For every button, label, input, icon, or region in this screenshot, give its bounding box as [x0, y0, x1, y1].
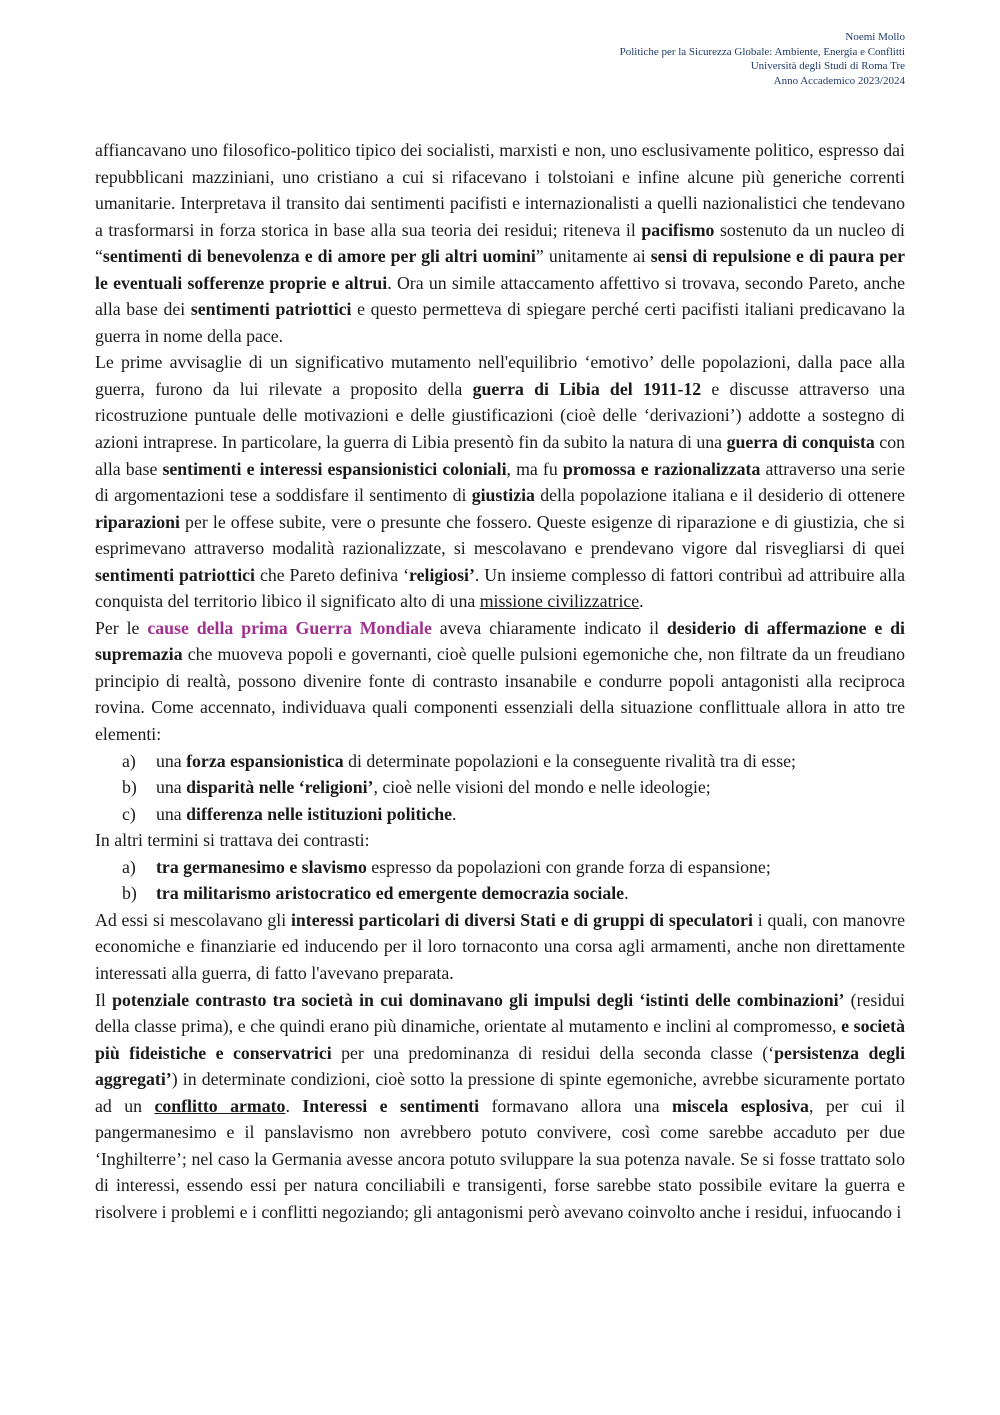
- text-span: i quali, con manovre economiche e finanziarie ed inducendo per il loro tornaconto una corsa agli armamenti, anche non direttamente interessati alla guerra, di fatto l'avevano preparata.: [95, 909, 905, 983]
- text-span: , cioè nelle visioni del mondo e nelle ideologie;: [373, 777, 711, 798]
- underlined-term: missione civilizzatrice: [479, 591, 640, 612]
- bold-term: guerra di Libia del 1911-12: [472, 378, 702, 399]
- text-span: Ad essi si mescolavano gli: [95, 909, 291, 930]
- bold-term: giustizia: [471, 485, 535, 506]
- bold-term: sensi di repulsione e di paura per le eventuali sofferenze proprie e altrui: [95, 246, 906, 293]
- text-span: per una predominanza di residui della seconda classe (‘: [331, 1042, 775, 1063]
- header-academic-year: Anno Accademico 2023/2024: [773, 74, 905, 87]
- bold-term: tra militarismo aristocratico ed emergente democrazia sociale: [156, 883, 625, 904]
- bold-term: promossa e razionalizzata: [562, 458, 761, 479]
- contrasts-list: [95, 854, 905, 907]
- text-span: formavano allora una: [479, 1095, 673, 1116]
- list-item: [95, 854, 905, 881]
- list-marker: c): [122, 803, 136, 824]
- text-span: .: [639, 591, 644, 612]
- bold-term: disparità nelle ‘religioni’: [186, 777, 374, 798]
- list-item: [95, 801, 905, 828]
- text-span: che Pareto definiva ‘: [255, 564, 410, 585]
- bold-term: riparazioni: [95, 511, 180, 532]
- text-span: e discusse attraverso una ricostruzione puntuale delle motivazioni e delle giustificazioni (cioè delle ‘derivazioni’) addotte a sostegno di azioni intraprese. In particolare, la guerra di Libia presentò fin da subito la natura di una: [95, 378, 906, 453]
- bold-term: desiderio di affermazione e di supremazia: [95, 617, 905, 665]
- list-marker: b): [122, 883, 137, 904]
- bold-term: differenza nelle istituzioni politiche: [186, 803, 452, 824]
- bold-term: persistenza degli aggregati’: [95, 1042, 906, 1090]
- paragraph-libya-war: [95, 349, 905, 614]
- text-span: e questo permetteva di spiegare perché certi pacifisti italiani predicavano la guerra in nome della pace.: [95, 299, 905, 346]
- bold-term: tra germanesimo e slavismo: [156, 856, 367, 877]
- elements-list: [95, 748, 905, 828]
- text-span: una: [156, 803, 187, 824]
- bold-term: miscela esplosiva: [672, 1095, 809, 1116]
- text-span: .: [285, 1095, 303, 1116]
- text-span: Il: [95, 989, 113, 1010]
- bold-term: interessi particolari di diversi Stati e di gruppi di speculatori: [290, 909, 753, 930]
- text-span: .: [452, 803, 457, 824]
- text-span: che muoveva popoli e governanti, cioè quelle pulsioni egemoniche che, non filtrate da un freudiano principio di realtà, possono divenire fonte di contrasto insanabile e condurre popoli antagonisti alla reciproca rovina. Come accennato, individuava quali componenti essenziali della situazione conflittuale allora in atto tre elementi:: [95, 644, 905, 745]
- list-marker: a): [122, 750, 136, 771]
- bold-term: forza espansionistica: [186, 750, 344, 771]
- paragraph-ww1-causes: [95, 615, 905, 748]
- list-item: [95, 774, 905, 801]
- text-span: della popolazione italiana e il desiderio di ottenere: [534, 485, 905, 506]
- highlighted-term: cause della prima Guerra Mondiale: [147, 617, 432, 638]
- text-span: ) in determinate condizioni, cioè sotto la pressione di spinte egemoniche, avrebbe sicuramente portato ad un: [95, 1069, 905, 1116]
- bold-term: religiosi’: [409, 564, 475, 585]
- text-span: . Un insieme complesso di fattori contribuì ad attribuire alla conquista del territorio libico il significato alto di una: [95, 564, 905, 612]
- bold-term: Interessi e sentimenti: [302, 1095, 480, 1116]
- text-span: affiancavano uno filosofico-politico tipico dei socialisti, marxisti e non, uno esclusivamente politico, espresso dai repubblicani mazziniani, uno cristiano a cui si rifacevano i tolstoiani e infine alcune più generiche correnti umanitarie. Interpretava il transito dai sentimenti pacifisti e internazionalisti a quelli nazionalistici che tendevano a trasformarsi in forza storica in base alla sua teoria dei residui; riteneva il: [95, 140, 905, 240]
- text-span: sostenuto da un nucleo di “: [95, 219, 905, 267]
- paragraph-interests: [95, 907, 905, 987]
- text-span: una: [156, 777, 187, 798]
- bold-term: sentimenti e interessi espansionistici coloniali: [162, 458, 507, 479]
- bold-term: e società più fideistiche e conservatrici: [95, 1016, 905, 1063]
- text-span: ” unitamente ai: [535, 246, 651, 267]
- list-item: [95, 748, 905, 775]
- bold-term: guerra di conquista: [726, 432, 875, 453]
- text-span: Le prime avvisaglie di un significativo mutamento nell'equilibrio ‘emotivo’ delle popolazioni, dalla pace alla guerra, furono da lui rilevate a proposito della: [95, 352, 905, 399]
- text-span: per le offese subite, vere o presunte che fossero. Queste esigenze di riparazione e di giustizia, che si esprimevano attraverso modalità razionalizzate, si mescolavano e prendevano vigore dal risvegliarsi di quei: [95, 511, 905, 559]
- bold-term: potenziale contrasto tra società in cui dominavano gli impulsi degli ‘istinti delle combinazioni’: [112, 989, 845, 1010]
- text-span: una: [156, 750, 187, 771]
- text-span: . Ora un simile attaccamento affettivo si trovava, secondo Pareto, anche alla base dei: [95, 272, 906, 320]
- header-author: Noemi Mollo: [845, 31, 905, 43]
- paragraph-potential-conflict: [95, 987, 905, 1226]
- header-university: Università degli Studi di Roma Tre: [750, 60, 905, 72]
- list-item: [95, 880, 905, 907]
- text-span: Per le: [95, 617, 148, 638]
- text-span: attraverso una serie di argomentazioni tese a soddisfare il sentimento di: [95, 458, 905, 506]
- bold-term: sentimenti patriottici: [95, 564, 255, 585]
- bold-underlined-term: conflitto armato: [154, 1095, 286, 1116]
- document-body: [95, 137, 905, 1225]
- paragraph-contrasts-intro: In altri termini si trattava dei contrasti:: [95, 830, 370, 851]
- list-marker: a): [122, 856, 136, 877]
- text-span: aveva chiaramente indicato il: [431, 617, 667, 638]
- text-span: , per cui il pangermanesimo e il panslavismo non avrebbero potuto convivere, così come sarebbe accaduto per due ‘Inghilterre’; nel caso la Germania avesse ancora potuto sviluppare la sua potenza navale. Se si fosse trattato solo di interessi, essendo essi per natura conciliabili e transigenti, forse sarebbe stato possibile evitare la guerra e risolvere i problemi e i conflitti negoziando; gli antagonismi però avevano coinvolto anche i residui, infuocando i: [95, 1095, 906, 1222]
- header-course: Politiche per la Sicurezza Globale: Ambiente, Energia e Conflitti: [619, 45, 905, 58]
- page-header: [620, 30, 905, 88]
- bold-term: sentimenti patriottici: [190, 299, 352, 320]
- text-span: con alla base: [95, 432, 905, 479]
- text-span: di determinate popolazioni e la conseguente rivalità tra di esse;: [343, 750, 796, 771]
- bold-term: sentimenti di benevolenza e di amore per gli altri uomini: [102, 246, 536, 267]
- text-span: (residui della classe prima), e che quindi erano più dinamiche, orientate al mutamento e inclini al compromesso,: [95, 989, 905, 1037]
- list-marker: b): [122, 777, 137, 798]
- paragraph-pacifism: [95, 137, 905, 349]
- text-span: .: [624, 883, 629, 904]
- text-span: espresso da popolazioni con grande forza di espansione;: [366, 856, 771, 877]
- text-span: , ma fu: [506, 458, 563, 479]
- bold-term: pacifismo: [641, 219, 715, 240]
